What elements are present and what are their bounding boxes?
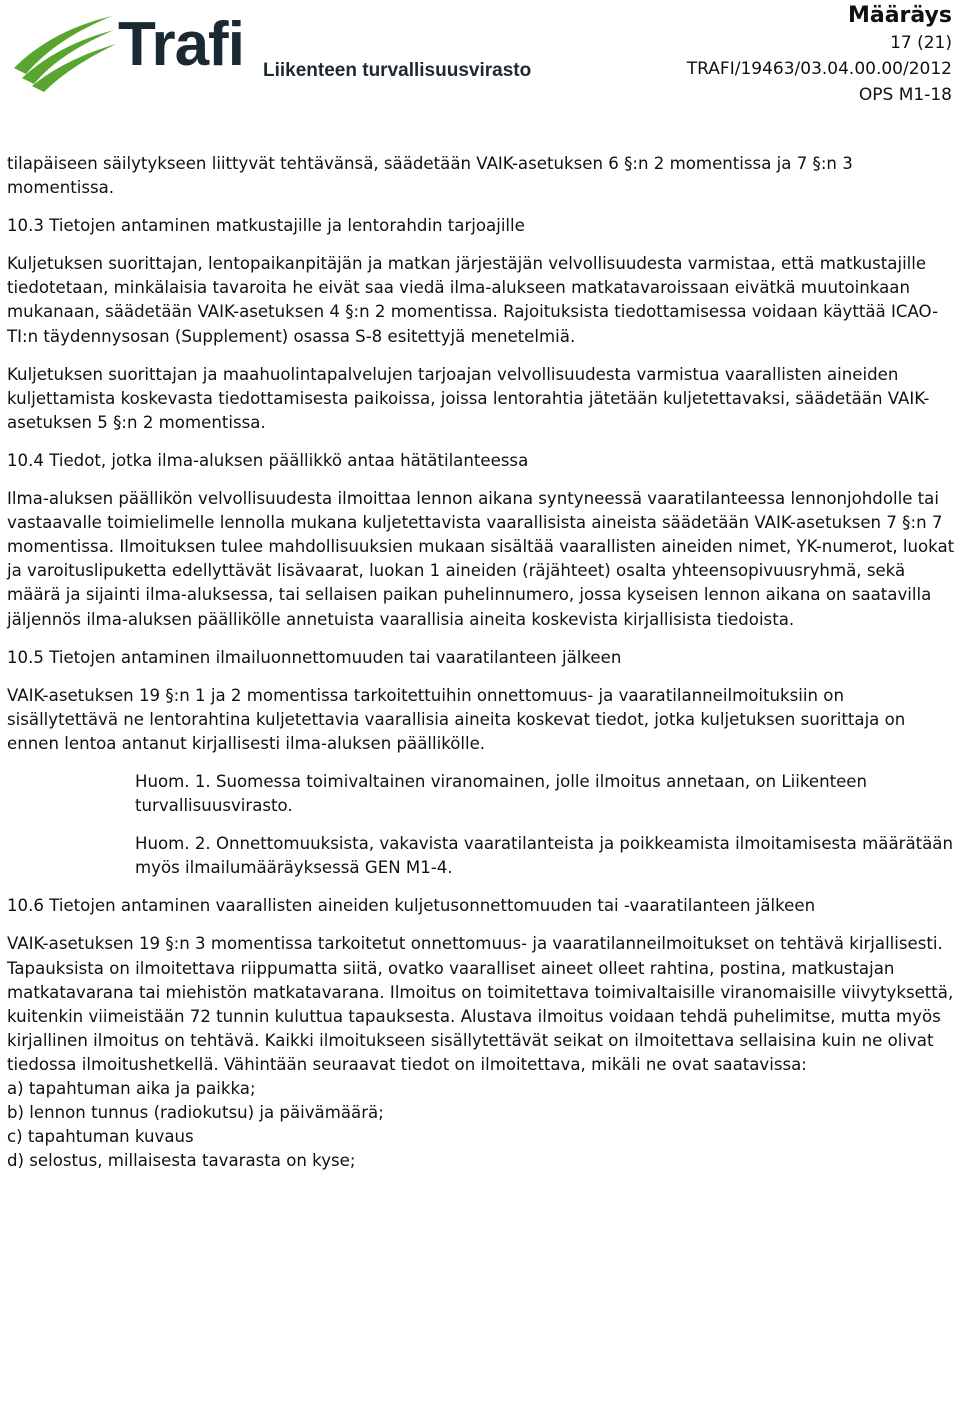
page-number: 17 (21) (890, 33, 952, 53)
paragraph: VAIK-asetuksen 19 §:n 3 momentissa tarkoitetut onnettomuus- ja vaaratilanneilmoitukset on tehtävä kirjallisesti. Tapauksista on ilmoitettava riippumatta siitä, ovatko vaaralliset aineet olleet rahtina, postina, matkustajan matkatavarana tai miehistön matkatavarana. Ilmoitus on toimitettava toimivaltaisille viranomaisille viivytyksettä, kuitenkin viimeistään 72 tunnin kuluttua tapauksesta. Alustava ilmoitus voidaan tehdä puhelimitse, mutta myös kirjallinen ilmoitus on tehtävä. Kaikki ilmoitukseen sisällytettävät seikat on ilmoitettava sellaisina kuin ne olivat tiedossa ilmoitushetkellä. Vähintään seuraavat tiedot on ilmoitettava, mikäli ne ovat saatavissa: (7, 934, 954, 1074)
reference-number: TRAFI/19463/03.04.00.00/2012 (686, 59, 952, 79)
paragraph: tilapäiseen säilytykseen liittyvät tehtävänsä, säädetään VAIK-asetuksen 6 §:n 2 momentissa ja 7 §:n 3 momentissa. (7, 154, 853, 198)
section-heading-10-3: 10.3 Tietojen antaminen matkustajille ja lentorahdin tarjoajille (7, 216, 525, 236)
logo-wordmark: Trafi (118, 10, 244, 79)
list-item: a) tapahtuman aika ja paikka; (7, 1079, 256, 1098)
note-2: Huom. 2. Onnettomuuksista, vakavista vaaratilanteista ja poikkeamista ilmoitamisesta määrätään myös ilmailumääräyksessä GEN M1-4. (135, 834, 953, 878)
trafi-logo (8, 4, 532, 94)
list-item: d) selostus, millaisesta tavarasta on kyse; (7, 1151, 356, 1171)
trafi-swoosh-icon (8, 4, 118, 94)
document-code: OPS M1-18 (858, 85, 952, 105)
note-1: Huom. 1. Suomessa toimivaltainen viranomainen, jolle ilmoitus annetaan, on Liikenteen turvallisuusvirasto. (135, 771, 868, 816)
list-item: c) tapahtuman kuvaus (7, 1127, 194, 1147)
paragraph: VAIK-asetuksen 19 §:n 1 ja 2 momentissa tarkoitettuihin onnettomuus- ja vaaratilanneilmoituksiin on sisällytettävä ne lentorahtina kuljetettavia vaarallisia aineita koskevat tiedot, jotka kuljetuksen suorittaja on ennen lentoa antanut kirjallisesti ilma-aluksen päällikölle. (7, 685, 906, 753)
document-meta (687, 2, 952, 108)
paragraph: Ilma-aluksen päällikön velvollisuudesta ilmoittaa lennon aikana syntyneessä vaaratilanteessa lennonjohdolle tai vastaavalle toimielimelle lennolla mukana kuljetettavista vaarallisista aineista säädetään VAIK-asetuksen 7 §:n 7 momentissa. Ilmoituksen tulee mahdollisuuksien mukaan sisältää vaarallisten aineiden nimet, YK-numerot, luokat ja varoituslipuketta edellyttävät lisävaarat, luokan 1 aineiden (räjähteet) osalta yhteensopivuusryhmä, sekä määrä ja sijainti ilma-aluksessa, tai sellaisen paikan puhelinnumero, jossa kyseisen lennon aikana on saatavilla jäljennös ilma-aluksen päällikölle annetuista vaarallisia aineita koskevista kirjallisista tiedoista. (7, 489, 955, 629)
section-heading-10-5: 10.5 Tietojen antaminen ilmailuonnettomuuden tai vaaratilanteen jälkeen (7, 647, 622, 667)
page-header (0, 0, 960, 110)
paragraph: Kuljetuksen suorittajan, lentopaikanpitäjän ja matkan järjestäjän velvollisuudesta varmistaa, että matkustajille tiedotetaan, minkälaisia tavaroita he eivät saa viedä ilma-alukseen matkatavaroissaan eivätkä muutoinkaan mukanaan, säädetään VAIK-asetuksen 4 §:n 2 momentissa. Rajoituksista tiedottamisessa voidaan käyttää ICAO-TI:n täydennysosan (Supplement) osassa S-8 esitettyjä menetelmiä. (7, 254, 939, 346)
document-body (7, 152, 955, 1173)
logo-subtitle: Liikenteen turvallisuusvirasto (263, 60, 532, 81)
list-item: b) lennon tunnus (radiokutsu) ja päivämäärä; (7, 1103, 384, 1123)
section-heading-10-4: 10.4 Tiedot, jotka ilma-aluksen päällikkö antaa hätätilanteessa (7, 450, 529, 470)
paragraph: Kuljetuksen suorittajan ja maahuolintapalvelujen tarjoajan velvollisuudesta varmistua vaarallisten aineiden kuljettamista koskevasta tiedottamisesta paikoissa, joissa lentorahtia jätetään kuljetettavaksi, säädetään VAIK-asetuksen 5 §:n 2 momentissa. (7, 364, 930, 432)
section-heading-10-6: 10.6 Tietojen antaminen vaarallisten aineiden kuljetusonnettomuuden tai -vaaratilanteen jälkeen (7, 896, 816, 916)
document-type: Määräys (847, 3, 952, 28)
